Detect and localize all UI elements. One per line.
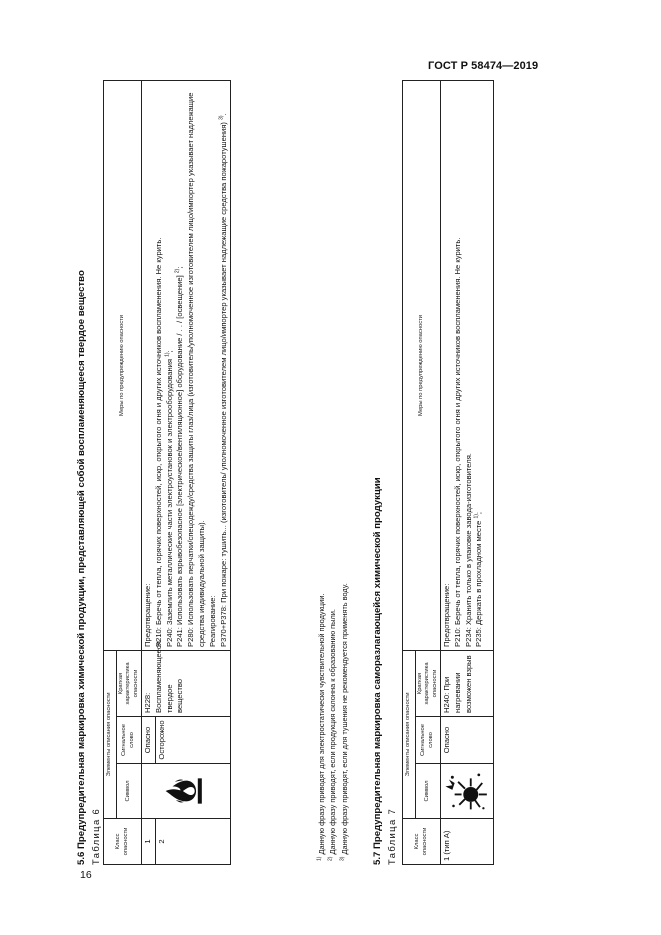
col-hazard-statement: Краткая характеристика опасности — [116, 650, 142, 716]
symbol-cell — [142, 764, 231, 819]
col-symbol: Символ — [415, 764, 441, 819]
signal-word-cell: Опасно — [441, 717, 494, 764]
hazard-statement-cell: H228: Воспламеняющееся твердое вещество — [142, 650, 231, 716]
symbol-cell — [441, 764, 494, 819]
col-group-elements: Элементы описания опасности — [104, 650, 117, 818]
table-row — [441, 80, 494, 864]
precaution-line: P235: Держать в прохладном месте $^{1)}$; — [473, 511, 484, 647]
col-hazard-statement: Краткая характеристика опасности — [415, 650, 441, 716]
col-precautions: Меры по предупреждению опасности — [104, 80, 142, 650]
hazard-class-cell: 1 (тип А) — [441, 819, 494, 865]
precaution-line: P370+P378: При пожаре: тушить... (изготовитель/ уполномоченное изготовителем лицо/импортер указывает надлежащие средства пожаротушения) $^{3)}$. — [218, 113, 228, 647]
footnote-item: $^{3)}$ Данную фразу приводят, если для тушения не рекомендуется применять воду. — [339, 583, 349, 861]
footnote-ref: 3) — [218, 115, 225, 120]
precaution-line: P210: Беречь от тепла, горячих поверхностей, искр, открытого огня и других источников воспламенения. Не курить. — [452, 237, 462, 647]
signal-word-cell: Осторожно — [156, 717, 231, 764]
col-signal-word: Сигнальное слово — [415, 717, 441, 764]
rotated-page-content — [72, 75, 522, 865]
hazard-class-cell: 1 — [142, 819, 156, 865]
col-hazard-class: Класс опасности — [104, 819, 142, 865]
footnote-ref: 1) — [164, 352, 171, 357]
table-row — [142, 80, 156, 864]
col-signal-word: Сигнальное слово — [116, 717, 142, 764]
precaution-line: P240: Заземлить металлические части электроустановок и электрооборудования $^{1)}$; — [164, 350, 174, 647]
flame-icon — [161, 768, 207, 814]
precaution-line: P210: Беречь от тепла, горячих поверхностей, искр, открытого огня и других источников воспламенения. Не курить. — [153, 237, 163, 647]
signal-word-cell: Опасно — [142, 717, 156, 764]
col-symbol: Символ — [116, 764, 142, 819]
precaution-line: P280: Использовать перчатки/спецодежду/средства защиты глаз/лица (изготовитель/уполномоченное изготовителем лицо/импортер указывает надлежащие средства индивидуальной защиты). — [186, 92, 207, 647]
col-group-elements: Элементы описания опасности — [403, 650, 416, 818]
table-7-label: Таблица 7 — [386, 807, 397, 865]
col-hazard-class: Класс опасности — [403, 819, 441, 865]
hazard-statement-cell: H240: При нагревании возможен взрыв — [441, 650, 494, 716]
footnote-item: $^{2)}$ Данную фразу приводят, если продукция склонна к образованию пыли. — [328, 609, 338, 861]
col-precautions: Меры по предупреждению опасности — [403, 80, 441, 650]
precautions-cell — [142, 80, 231, 650]
table-6 — [103, 80, 231, 865]
precaution-line: P234: Хранить только в упаковке завода-изготовителя. — [463, 453, 473, 647]
section-5-7-title: 5.7 Предупредительная маркировка саморазлагающейся химической продукции — [372, 477, 383, 865]
footnote-item: $^{1)}$ Данную фразу приводят для электростатически чувствительной продукции. — [316, 593, 326, 861]
precaution-line: Предотвращение: — [442, 583, 452, 647]
precaution-line: Предотвращение: — [143, 583, 153, 647]
exploding-bomb-icon — [442, 768, 488, 814]
precautions-cell — [441, 80, 494, 650]
section-5-6-title: 5.6 Предупредительная маркировка химической продукции, представляющей собой воспламеняющееся твердое вещество — [76, 270, 87, 865]
precaution-line: P241: Использовать взрывобезопасное [электрическое/вентиляционное] оборудование / . . / [освещение] $^{2)}$; — [174, 266, 185, 647]
precaution-line: Реагирование: — [207, 595, 217, 647]
footnote-ref: 2) — [174, 268, 181, 274]
table-7 — [402, 80, 494, 865]
table-6-footnotes — [316, 583, 350, 861]
page-number: 16 — [80, 869, 92, 881]
standard-header: ГОСТ Р 58474—2019 — [428, 60, 539, 72]
hazard-class-cell: 2 — [156, 819, 231, 865]
table-6-label: Таблица 6 — [90, 807, 101, 865]
footnote-ref: 1) — [473, 514, 480, 519]
